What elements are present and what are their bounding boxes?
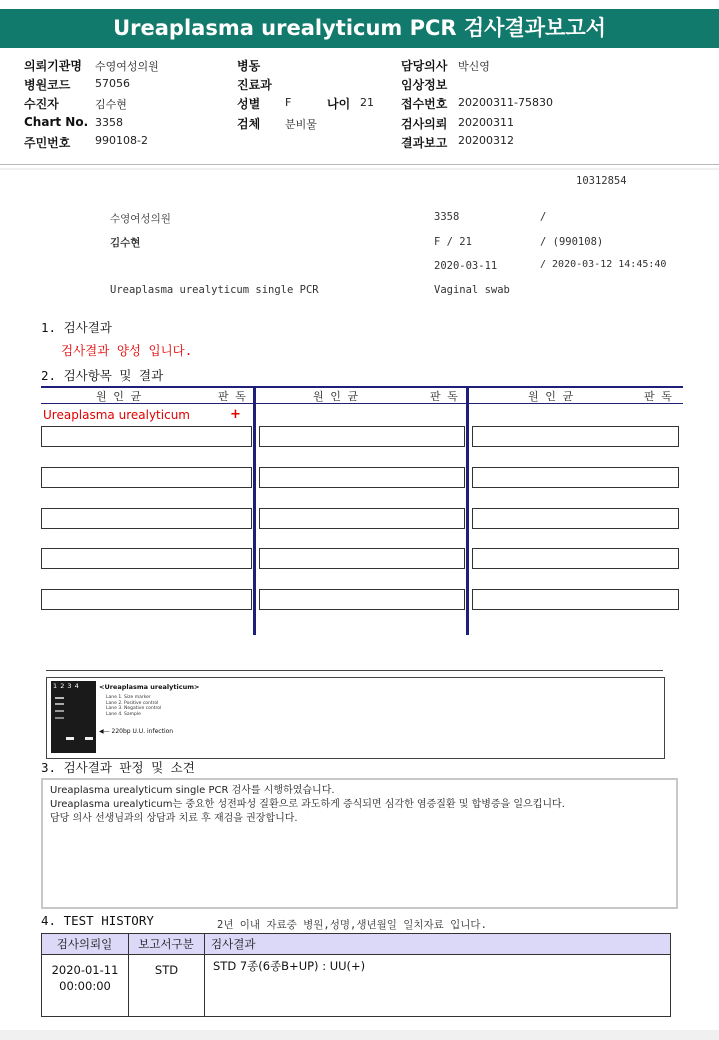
history-col-date: 검사의뢰일 xyxy=(42,934,129,955)
history-col-result: 검사결과 xyxy=(205,934,671,955)
gel-image-panel xyxy=(46,677,665,759)
result-box xyxy=(259,467,465,488)
request-label: 검사의뢰 xyxy=(401,117,448,131)
sex-value: F xyxy=(285,96,292,109)
pathogen-name: Ureaplasma urealyticum xyxy=(43,408,190,422)
history-date: 2020-01-11 xyxy=(51,963,119,977)
section2-heading: 2. 검사항목 및 결과 xyxy=(41,368,164,383)
hospital-code-label: 병원코드 xyxy=(24,78,71,92)
col-pathogen-2: 원 인 균 xyxy=(313,390,359,403)
section1-result: 검사결과 양성 입니다. xyxy=(61,343,193,358)
section3-heading: 3. 검사결과 판정 및 소견 xyxy=(41,760,195,775)
summary-institution: 수영여성의원 xyxy=(110,213,171,225)
gel-band-text: 220bp U.U. infection xyxy=(111,728,174,735)
result-box xyxy=(472,548,679,569)
history-row xyxy=(42,955,671,1017)
history-header-row xyxy=(42,934,671,955)
history-result: STD 7종(6종B+UP) : UU(+) xyxy=(205,955,671,1017)
summary-patient: 김수현 xyxy=(110,237,141,249)
dept-label: 진료과 xyxy=(237,78,272,92)
column-divider-1 xyxy=(253,386,256,635)
result-box xyxy=(472,426,679,447)
opinion-line: Ureaplasma urealyticum는 중요한 성전파성 질환으로 과도하게 증식되면 심각한 염증질환 및 합병증을 일으킵니다. xyxy=(50,799,565,810)
result-box xyxy=(41,548,252,569)
result-box xyxy=(259,548,465,569)
history-table xyxy=(41,933,671,1017)
result-box xyxy=(472,467,679,488)
gel-top-rule xyxy=(46,670,663,671)
opinion-line: Ureaplasma urealyticum single PCR 검사를 시행하였습니다. xyxy=(50,785,335,796)
arrow-left-icon: ◀— xyxy=(99,728,112,735)
institution-value: 수영여성의원 xyxy=(95,60,159,73)
specimen-value: 분비물 xyxy=(285,118,317,131)
gel-legend-item: Lane 2. Positive control xyxy=(106,700,159,706)
ward-label: 병동 xyxy=(237,59,261,73)
specimen-label: 검체 xyxy=(237,117,261,131)
history-date-cell xyxy=(42,955,129,1017)
history-note: 2년 이내 자료중 병원,성명,생년월일 일치자료 입니다. xyxy=(217,919,487,931)
institution-label: 의뢰기관명 xyxy=(24,59,82,73)
report-value: 20200312 xyxy=(458,134,514,147)
result-box xyxy=(472,508,679,529)
opinion-box xyxy=(41,778,678,909)
receipt-value: 20200311-75830 xyxy=(458,96,553,109)
history-type: STD xyxy=(129,955,205,1017)
report-header xyxy=(0,0,719,168)
summary-chart: 3358 xyxy=(434,211,460,223)
gel-band-label xyxy=(99,728,173,735)
sample-band xyxy=(85,737,93,740)
summary-test-name: Ureaplasma urealyticum single PCR xyxy=(110,284,319,296)
age-label: 나이 xyxy=(327,97,351,111)
sex-label: 성별 xyxy=(237,97,261,111)
hospital-code-value: 57056 xyxy=(95,77,130,90)
report-label: 결과보고 xyxy=(401,136,448,150)
gel-legend-item: Lane 1. Size marker xyxy=(106,695,151,700)
result-box xyxy=(41,467,252,488)
opinion-text xyxy=(50,784,565,826)
receipt-label: 접수번호 xyxy=(401,97,448,111)
col-judgement-3: 판 독 xyxy=(644,390,672,403)
gel-legend-item: Lane 4. Sample xyxy=(106,711,141,717)
age-value: 21 xyxy=(360,96,374,109)
summary-slash: / xyxy=(540,211,547,223)
report-title: Ureaplasma urealyticum PCR 검사결과보고서 xyxy=(0,9,719,48)
col-judgement-1: 판 독 xyxy=(218,390,246,403)
summary-birth: / (990108) xyxy=(540,236,604,248)
summary-specimen: Vaginal swab xyxy=(434,284,510,296)
header-divider xyxy=(0,164,719,165)
chart-label: Chart No. xyxy=(24,115,89,129)
gel-legend-item: Lane 3. Negative control xyxy=(106,706,162,711)
patient-label: 수진자 xyxy=(24,97,59,111)
clinical-label: 임상정보 xyxy=(401,78,448,92)
request-value: 20200311 xyxy=(458,116,514,129)
doctor-value: 박신영 xyxy=(458,60,490,73)
positive-band xyxy=(66,737,74,740)
col-pathogen-1: 원 인 균 xyxy=(96,390,142,403)
report-number: 10312854 xyxy=(576,175,627,187)
gel-lane-numbers: 1 2 3 4 xyxy=(53,682,80,690)
gel-title: <Ureaplasma urealyticum> xyxy=(99,683,200,691)
chart-value: 3358 xyxy=(95,116,123,129)
doctor-label: 담당의사 xyxy=(401,59,448,73)
id-label: 주민번호 xyxy=(24,136,71,150)
history-col-type: 보고서구분 xyxy=(129,934,205,955)
ladder-band xyxy=(55,703,64,705)
ladder-band xyxy=(55,710,64,712)
result-box xyxy=(41,508,252,529)
result-box xyxy=(41,589,252,610)
gel-legend xyxy=(106,695,161,717)
history-time: 00:00:00 xyxy=(59,979,111,993)
summary-request-date: 2020-03-11 xyxy=(434,260,498,272)
result-box xyxy=(259,589,465,610)
summary-report-datetime: / 2020-03-12 14:45:40 xyxy=(540,259,667,270)
id-value: 990108-2 xyxy=(95,134,148,147)
opinion-line: 담당 의사 선생님과의 상담과 치료 후 재검을 권장합니다. xyxy=(50,813,298,824)
col-judgement-2: 판 독 xyxy=(430,390,458,403)
result-box xyxy=(41,426,252,447)
result-box xyxy=(472,589,679,610)
section1-heading: 1. 검사결과 xyxy=(41,320,112,335)
column-divider-2 xyxy=(466,386,469,635)
ladder-band xyxy=(55,717,64,719)
gel-electrophoresis-image xyxy=(51,681,96,753)
result-box xyxy=(259,426,465,447)
result-box xyxy=(259,508,465,529)
summary-sex-age: F / 21 xyxy=(434,236,472,248)
pathogen-result: + xyxy=(230,407,241,422)
ladder-band xyxy=(55,697,64,699)
section4-heading: 4. TEST HISTORY xyxy=(41,913,154,928)
col-pathogen-3: 원 인 균 xyxy=(528,390,574,403)
patient-value: 김수현 xyxy=(95,98,127,111)
